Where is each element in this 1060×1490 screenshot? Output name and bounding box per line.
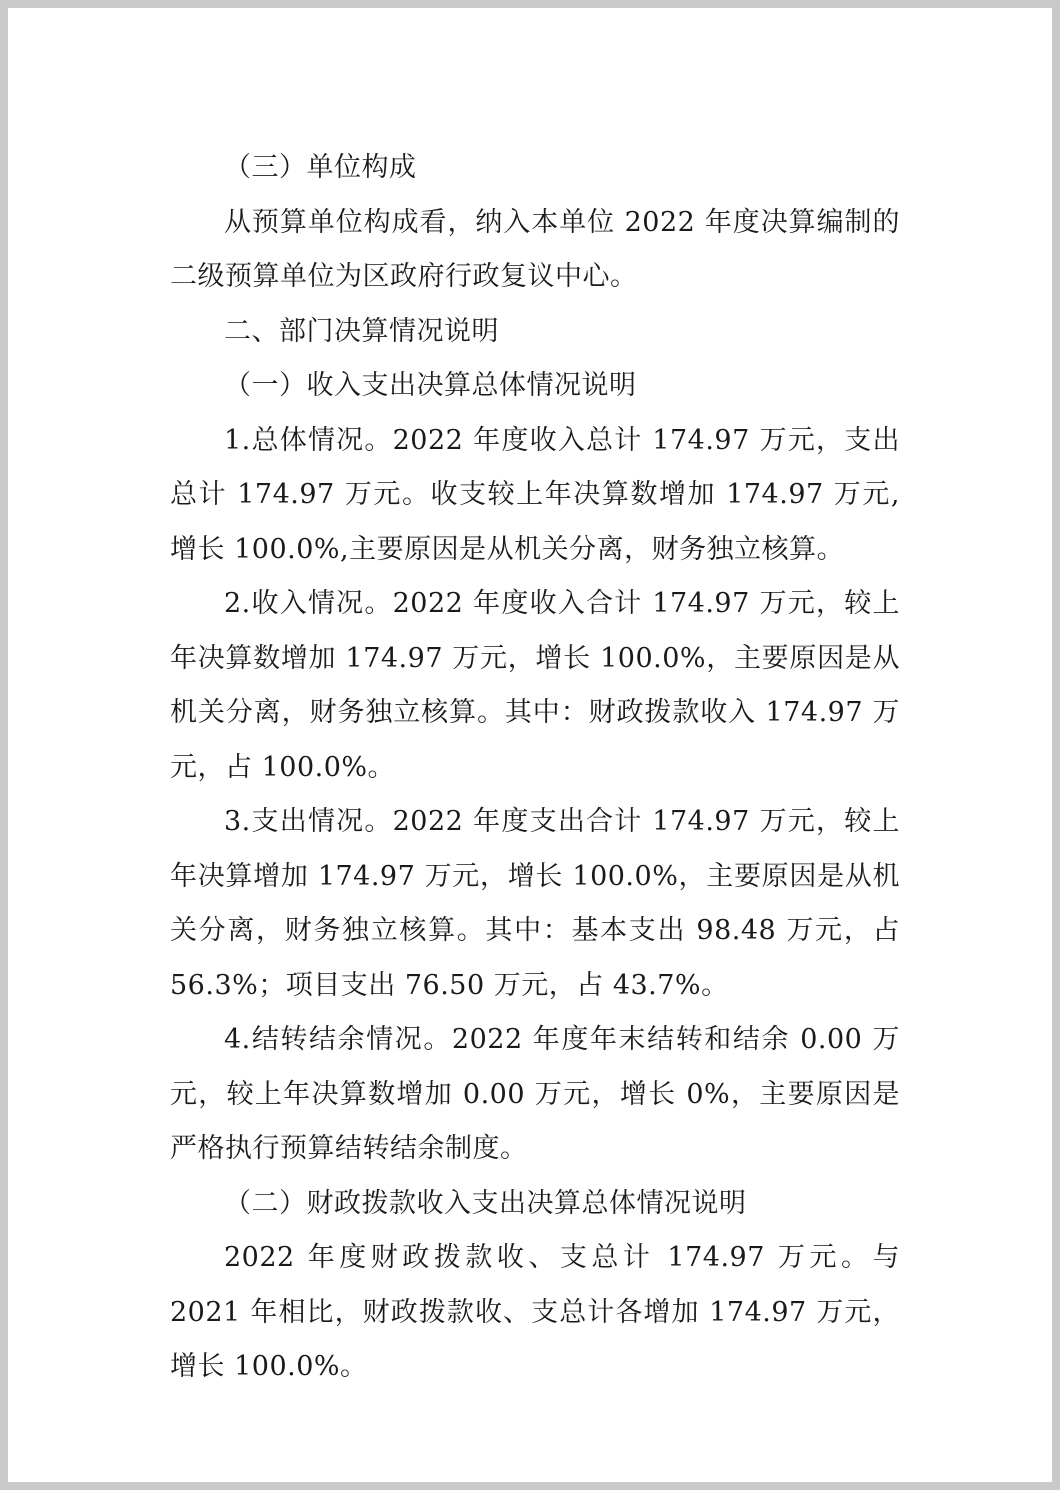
paragraph-expense: 3.支出情况。2022 年度支出合计 174.97 万元，较上年决算增加 174.97 万元，增长 100.0%，主要原因是从机关分离，财务独立核算。其中：基本支出 98.48 万元，占 56.3%；项目支出 76.50 万元，占 43.7%。 [170,806,900,1001]
document-body [170,141,900,1395]
paragraph-overall: 1.总体情况。2022 年度收入总计 174.97 万元，支出总计 174.97 万元。收支较上年决算数增加 174.97 万元,增长 100.0%,主要原因是从机关分离，财务独立核算。 [170,424,900,565]
paragraph-income: 2.收入情况。2022 年度收入合计 174.97 万元，较上年决算数增加 174.97 万元，增长 100.0%，主要原因是从机关分离，财务独立核算。其中：财政拨款收入 174.97 万元，占 100.0%。 [170,588,900,783]
paragraph-carryover: 4.结转结余情况。2022 年度年末结转和结余 0.00 万元，较上年决算数增加 0.00 万元，增长 0%，主要原因是严格执行预算结转结余制度。 [170,1024,900,1164]
section-heading-unit-composition: （三）单位构成 [224,152,417,183]
section-heading-final-accounts: 二、部门决算情况说明 [224,315,499,347]
paragraph-fiscal-appropriation: 2022 年度财政拨款收、支总计 174.97 万元。与 2021 年相比，财政拨款收、支总计各增加 174.97 万元，增长 100.0%。 [170,1242,900,1382]
subsection-heading-income-expense: （一）收入支出决算总体情况说明 [224,370,637,401]
paragraph-unit-composition: 从预算单位构成看，纳入本单位 2022 年度决算编制的二级预算单位为区政府行政复议中心。 [170,206,900,292]
subsection-heading-fiscal-appropriation: （二）财政拨款收入支出决算总体情况说明 [224,1187,747,1219]
document-page [8,8,1052,1482]
